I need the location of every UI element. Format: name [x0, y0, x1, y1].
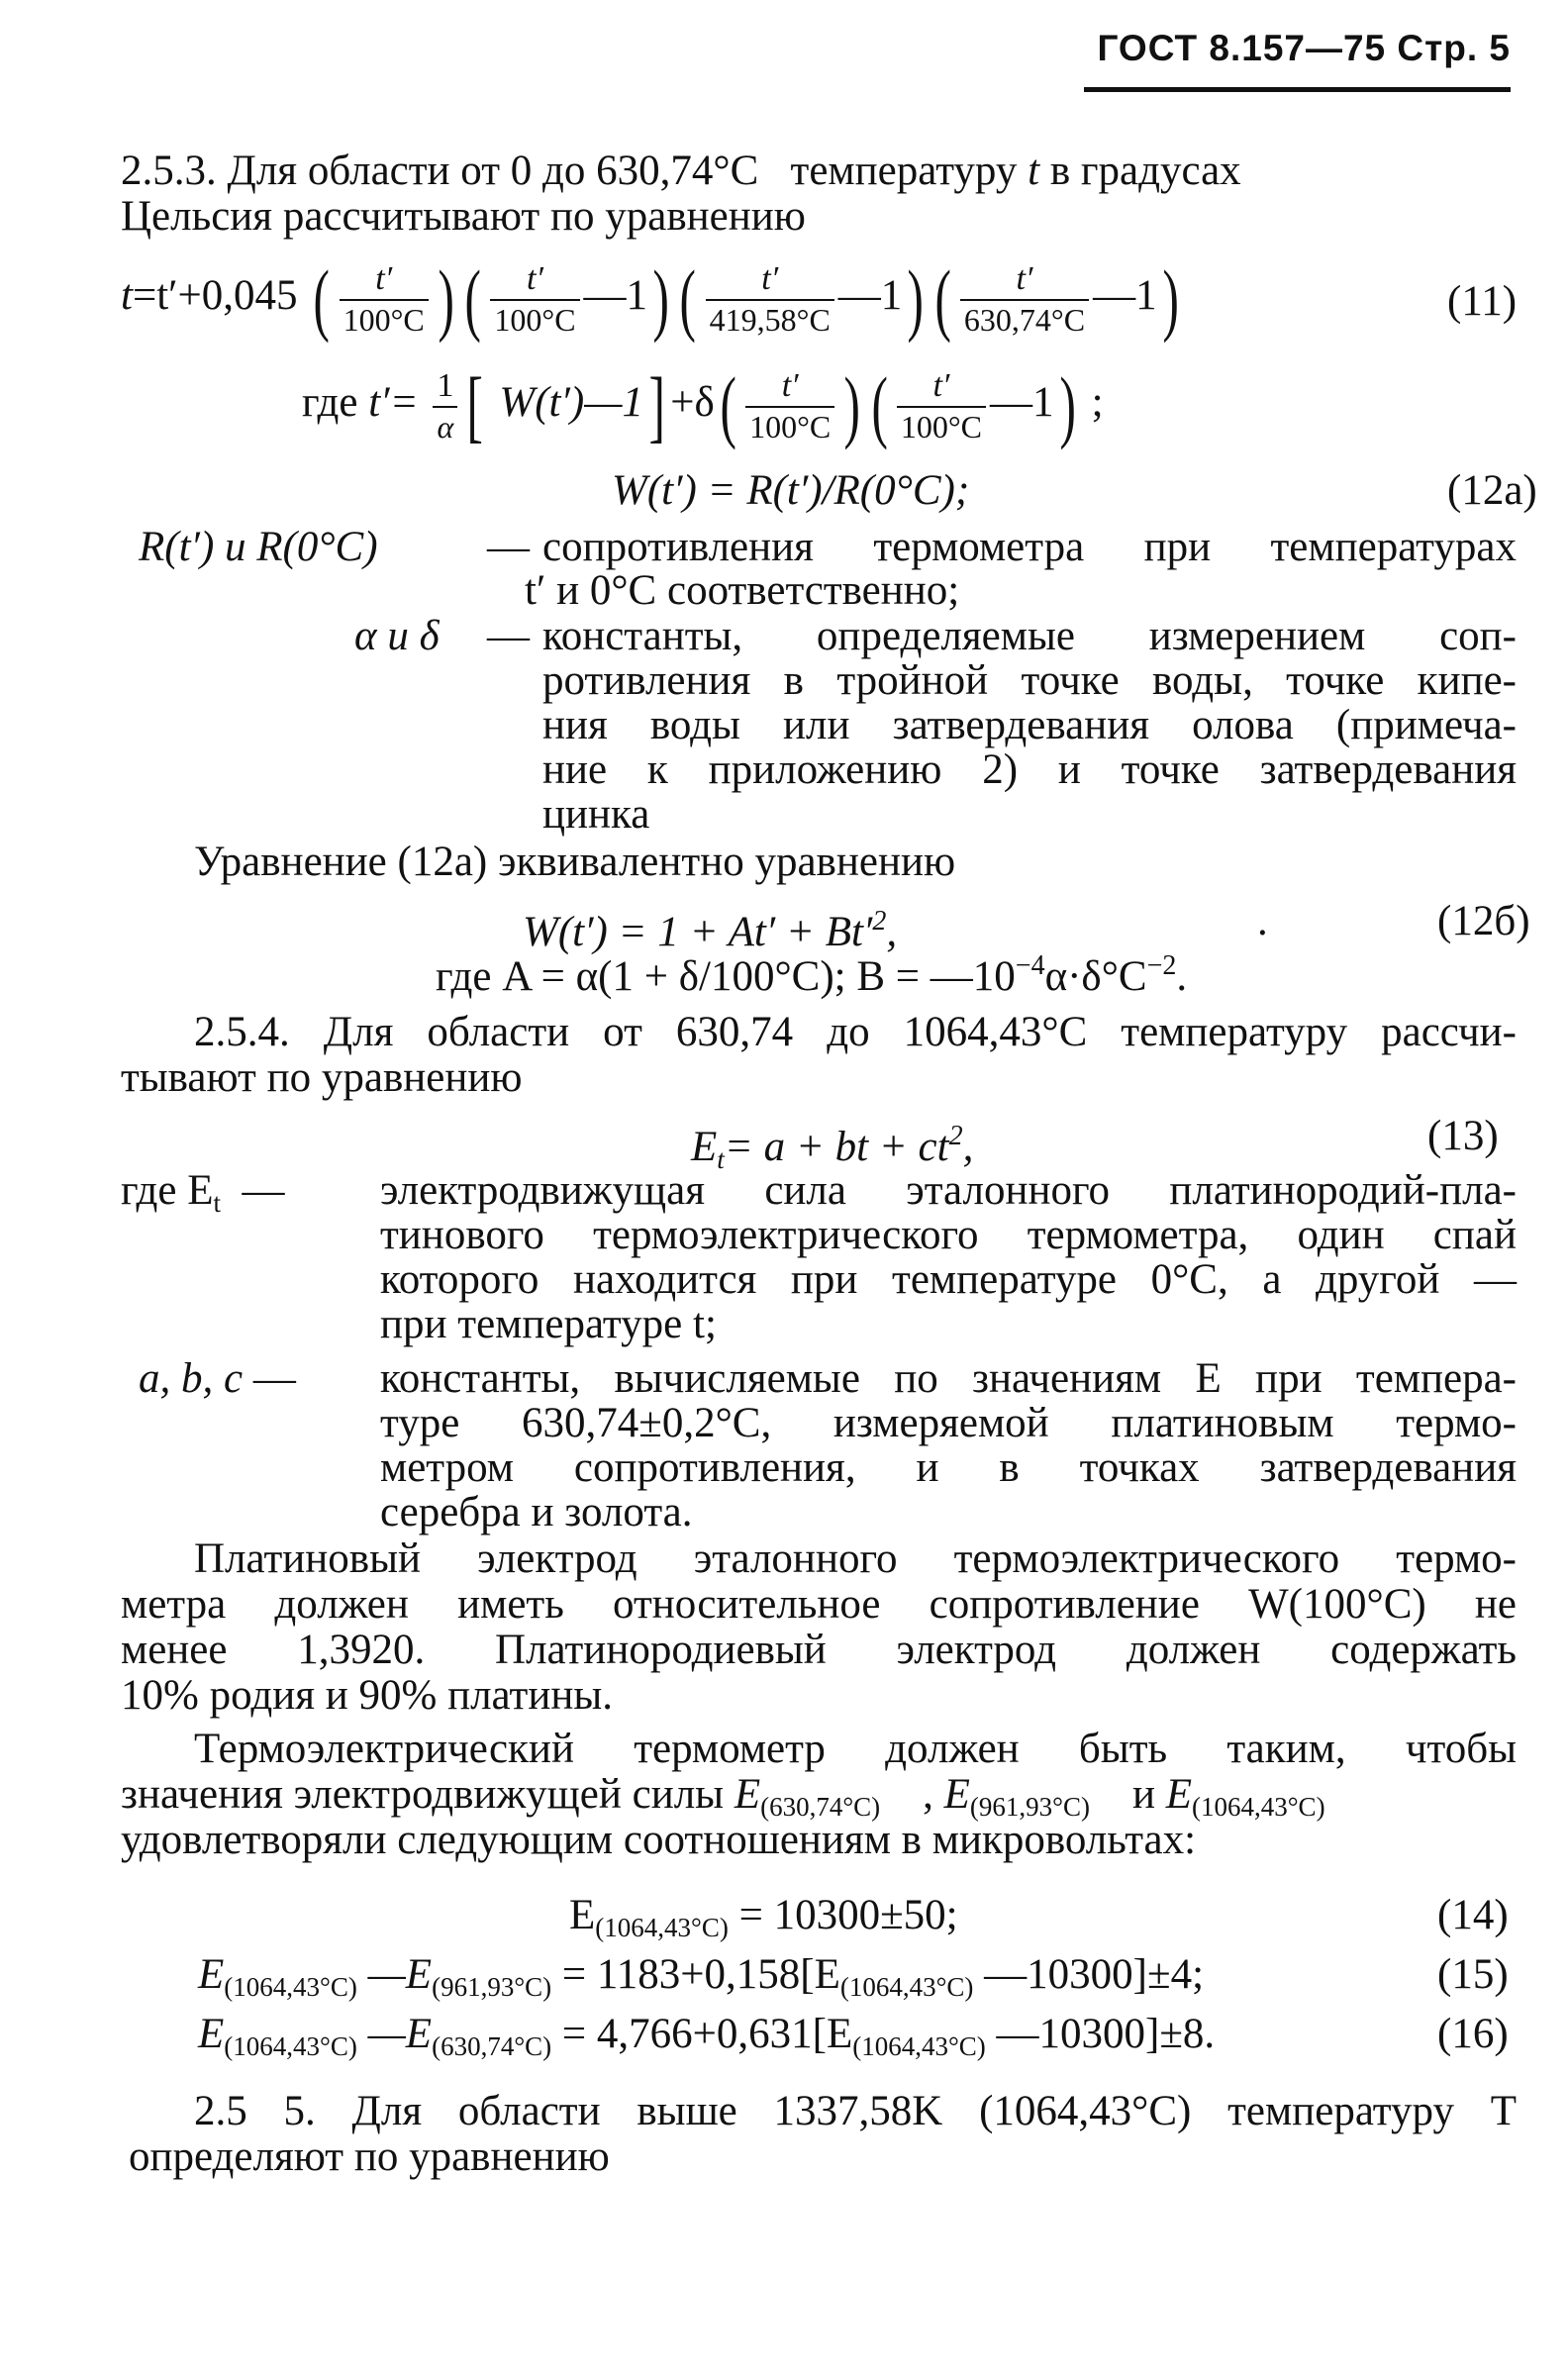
- def-dash-r: —: [487, 524, 530, 570]
- equation-12b-line1: $W(t') = 1 + At' + Bt'^2$,: [523, 906, 898, 955]
- eq16-number: (16): [1437, 2011, 1509, 2057]
- equation-16: $E_{(1064,43^\circ С)}$ $—E_{(630,74^\circ С)} = 4,766+0,631[E_{(1064,43^\circ С)}$ —10300]±8.: [198, 2011, 1216, 2061]
- s254-line1: 2.5.4. Для области от 630,74 до 1064,43°С температуру рассчи-: [194, 1009, 1517, 1055]
- equation-13: $E_t= a$ + bt + $ct^2$,: [691, 1121, 974, 1174]
- def-desc-alpha-1: константы, определяемые измерением соп-: [542, 613, 1517, 659]
- para1-line2: метра должен иметь относительное сопротивление W(100°С) не: [121, 1581, 1517, 1628]
- eq12a-number: (12а): [1447, 467, 1537, 514]
- eq15-number: (15): [1437, 1951, 1509, 1998]
- eq12b-dot: .: [1257, 898, 1268, 944]
- def-term-alpha: α и δ: [354, 613, 440, 659]
- s255-line1: 2.5 5. Для области выше 1337,58K (1064,43°С) температуру T: [194, 2088, 1517, 2134]
- def-desc-alpha-5: цинка: [542, 791, 650, 838]
- header-rule: [1084, 87, 1511, 92]
- eq12b-number: (12б): [1437, 898, 1530, 944]
- def-desc-alpha-2: ротивления в тройной точке воды, точке кипе-: [542, 657, 1517, 704]
- eq12b-intro: Уравнение (12а) эквивалентно уравнению: [194, 839, 956, 885]
- para2-line2: значения электродвижущей силы $E_{(630,74^\circ С)}$ , $E_{(961,93^\circ С)}$ и $E_{(1064,43^\circ С)}$: [121, 1771, 1325, 1822]
- def-desc-abc-1: константы, вычисляемые по значениям E при темпера-: [380, 1355, 1517, 1402]
- equation-15: $E_{(1064,43^\circ С)}$ $—E_{(961,93^\circ С)} = 1183+0,158[E_{(1064,43^\circ С)}$ —10300]±4;: [198, 1951, 1205, 2002]
- para1-line4: 10% родия и 90% платины.: [121, 1672, 613, 1719]
- def-desc-abc-4: серебра и золота.: [380, 1489, 693, 1535]
- equation-12a: W(t′) = R(t′)/R(0°С);: [612, 467, 970, 514]
- def-desc-et-1: электродвижущая сила эталонного платинородий-пла-: [380, 1167, 1517, 1214]
- page-header: ГОСТ 8.157—75 Стр. 5: [1097, 28, 1511, 68]
- equation-11: t=t′+0,045 ( t′ 100°С ) ( t′ 100°С —1) ( t′ 419,58°С —1) ( t′ 630,74°С —1): [121, 253, 1179, 344]
- def-desc-alpha-3: ния воды или затвердевания олова (примеча-: [542, 702, 1517, 748]
- s253-line2: Цельсия рассчитывают по уравнению: [121, 193, 806, 240]
- def-desc-et-4: при температуре t;: [380, 1301, 717, 1347]
- def-desc-abc-3: метром сопротивления, и в точках затвердевания: [380, 1444, 1517, 1491]
- eq11-number: (11): [1447, 278, 1518, 325]
- def-desc-r-2: t′ и 0°С соответственно;: [525, 567, 960, 614]
- para2-line3: удовлетворяли следующим соотношениям в микровольтах:: [121, 1817, 1197, 1863]
- eq14-number: (14): [1437, 1892, 1509, 1938]
- def-term-r: R(t′) и R(0°С): [139, 524, 378, 570]
- equation-12b-line2: где A = α(1 + δ/100°С); $B = —10^{-4}\alpha\cdot\delta^\circ С^{-2}$.: [436, 950, 1188, 1000]
- equation-12: где t′= $\frac{1}{\alpha}$ [ W(t′)—1] +δ( t′ 100°С ) ( t′ 100°С —1) ;: [302, 360, 1104, 450]
- s255-line2: определяют по уравнению: [129, 2133, 610, 2180]
- para1-line3: менее 1,3920. Платинородиевый электрод должен содержать: [121, 1627, 1517, 1673]
- def-desc-alpha-4: ние к приложению 2) и точке затвердевания: [542, 746, 1517, 793]
- def-desc-r-1: сопротивления термометра при температурах: [542, 524, 1517, 570]
- def-term-et: где $E_t$ —: [121, 1167, 285, 1218]
- def-desc-et-2: тинового термоэлектрического термометра, один спай: [380, 1212, 1517, 1258]
- def-desc-et-3: которого находится при температуре 0°С, а другой —: [380, 1256, 1517, 1303]
- eq13-number: (13): [1427, 1113, 1499, 1159]
- def-term-abc: a, b, c —: [139, 1355, 296, 1402]
- para2-line1: Термоэлектрический термометр должен быть таким, чтобы: [194, 1726, 1517, 1772]
- s253-line1: 2.5.3. Для области от 0 до 630,74°С температуру t в градусах: [121, 148, 1241, 194]
- def-dash-alpha: —: [487, 613, 530, 659]
- def-desc-abc-2: туре 630,74±0,2°С, измеряемой платиновым термо-: [380, 1400, 1517, 1446]
- equation-14: $E_{(1064,43^\circ С)} = 10300\pm 50$;: [569, 1892, 958, 1942]
- para1-line1: Платиновый электрод эталонного термоэлектрического термо-: [194, 1535, 1517, 1582]
- s254-line2: тывают по уравнению: [121, 1054, 523, 1101]
